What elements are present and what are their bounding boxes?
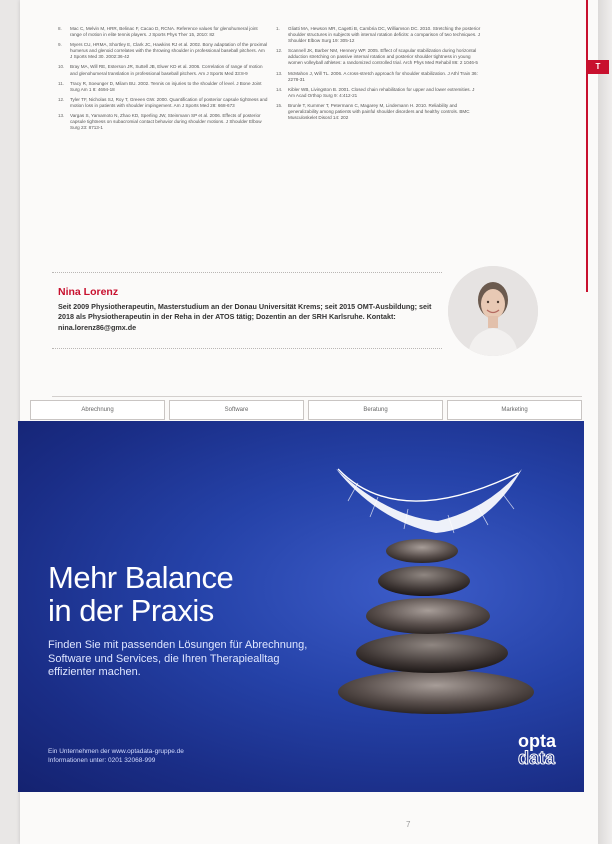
reference-item (276, 26, 482, 44)
reference-item (276, 103, 482, 121)
divider-bottom (52, 348, 442, 349)
author-bio: Seit 2009 Physiotherapeutin, Masterstudium an der Donau Universität Krems; seit 2015 OMT-Ausbildung; seit 2018 als Physiotherapeutin in der Reha in der ATOS tätig; Dozentin an der SRH Karlsruhe. Kontakt: nina.lorenz86@gmx.de (58, 302, 432, 332)
nav-abrechnung: Abrechnung (30, 400, 165, 420)
nav-marketing: Marketing (447, 400, 582, 420)
reference-text: Tracy R, Soeunger D, Milam BU. 2002. Tennis on injuries to the shoulder of level. J Bone Joint Surg Am 1 8: 4694-18 (70, 80, 262, 92)
reference-number: 12. (276, 48, 283, 54)
next-page-edge (598, 0, 612, 844)
author-name: Nina Lorenz (58, 286, 119, 298)
red-margin-rule (586, 0, 588, 292)
reference-number: 15. (276, 102, 283, 108)
ad-footer-line-1: Ein Unternehmen der www.optadata-gruppe.de (48, 748, 184, 755)
references-right-column (276, 26, 482, 125)
reference-text: Myers CU, HRMA, Shortley E, Clark JC, Hawkins RJ et al. 2002. Bony adaptation of the proximal humerus and glenoid correlates with the throwing shoulder in professional baseball pitchers. Am J Sports Med 30. 2002:36-42 (70, 42, 268, 60)
logo-line-2: data (518, 748, 556, 768)
section-tab-marker: T (587, 60, 609, 74)
reference-text: Kibler WB, Livingston B. 2001. Closed chain rehabilitation for upper and lower extremities. J Am Acad Orthop Surg 9: 4:412-21 (288, 86, 475, 98)
reference-number: 1. (276, 26, 280, 31)
ad-footer (48, 747, 184, 765)
divider-top (52, 272, 442, 273)
logo-line-1: opta (518, 731, 556, 751)
ad-subtext: Finden Sie mit passenden Lösungen für Abrechnung, Software und Services, die Ihren Therapiealltag effizienter machen. (48, 639, 308, 678)
reference-text: Gliatti MA, Hewson MR, Cagetti B, Cambria DC, Williamson DC. 2010. Stretching the posterior shoulder structures in subjects with internal rotation deficits: a comparison of two techniques. J Shoulder Elbow Surg 19: 305-12 (288, 26, 481, 44)
reference-item (58, 42, 268, 60)
reference-text: McMahon J, Will TL. 2006. A cross-stretch approach for shoulder stabilization. J Athl Train 36: 2278-31 (288, 70, 478, 82)
references-left-column (58, 26, 268, 135)
optadata-logo (518, 733, 556, 767)
reference-text: Vargas S, Yamamoto N, Zhao KD, Sperling JW, Steinmann SP et al. 2006. Effects of posterior capsule tightness on subacromial contact behavior during shoulder motions. J Shoulder Elbow Surg 23: 8713-1 (70, 113, 262, 131)
ad-nav-bar (30, 400, 582, 420)
ad-headline (48, 561, 233, 627)
reference-item (58, 81, 268, 93)
reference-text: Scannell JK, Barber NM, Hennery WP. 2005. Effect of scapular stabilization during horizontal adduction stretching on passive internal rotation and posterior shoulder tightness in young women volleyball athletes: a randomized controlled trial. Arch Phys Med Rehabil 86: 2 1046-5 (288, 48, 478, 66)
reference-item (58, 64, 268, 76)
ad-headline-line-1: Mehr Balance (48, 560, 234, 595)
section-separator (52, 396, 582, 397)
reference-item (276, 87, 482, 99)
reference-text: Bray MA, Will RE, Esterson JR, Suttell JB, Elwer KD et al. 2006. Correlation of range of motion and glenohumeral translation in professional baseball pitchers. Am J Sports Med 33:8-9 (70, 64, 263, 76)
reference-item (58, 26, 268, 38)
ad-footer-line-2: Informationen unter: 0201 32068-999 (48, 757, 156, 764)
nav-beratung: Beratung (308, 400, 443, 420)
reference-item (58, 97, 268, 109)
optadata-advertisement (18, 421, 584, 792)
reference-number: 12. (58, 96, 65, 102)
reference-text: Mac C, Melvin M, HRR, Belinac F, Cacao D, RCNA. Reference values for glenohumeral joint range of motion in elite tennis players. J Sports Phys Ther 15, 2010: 82 (70, 26, 258, 38)
page-number: 7 (406, 820, 411, 829)
reference-item (276, 71, 482, 83)
reference-number: 10. (58, 64, 65, 70)
reference-number: 13. (58, 113, 65, 119)
reference-number: 14. (276, 86, 283, 92)
reference-item (58, 113, 268, 131)
reference-number: 8. (58, 26, 62, 31)
reference-number: 9. (58, 42, 62, 48)
nav-software: Software (169, 400, 304, 420)
reference-text: Brunle T, Kummer T, Petermann C, Magarey M, Lindemann H. 2010. Reliability and generalizability among patients with painful shoulder disorders and healthy controls. BMC Musculoskelet Disord 14: 202 (288, 102, 470, 121)
reference-number: 11. (58, 80, 65, 86)
reference-number: 13. (276, 70, 283, 76)
ad-headline-line-2: in der Praxis (48, 593, 214, 628)
reference-text: Tyler TF, Nicholas SJ, Roy T, Greeen GW. 2000. Quantification of posterior capsule tightness and motion loss in patients with shoulder impingement. Am J Sports Med 28: 668-673 (70, 96, 268, 108)
author-photo (448, 266, 538, 356)
reference-item (276, 48, 482, 66)
